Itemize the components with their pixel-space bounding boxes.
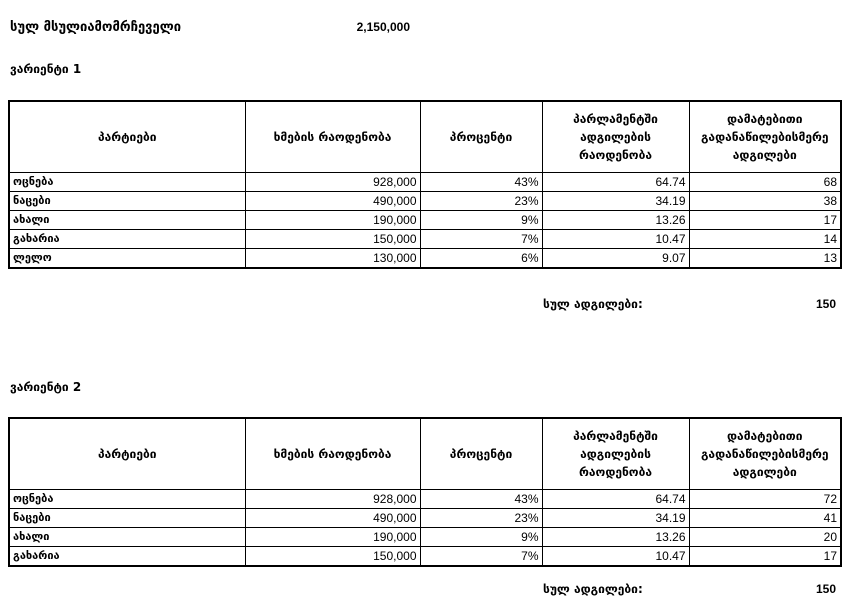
variant-2-total-seats-value: 150 <box>815 582 836 596</box>
header-percent[interactable]: პროცენტი <box>420 101 542 173</box>
cell-seats[interactable]: 34.19 <box>542 509 689 528</box>
cell-percent[interactable]: 9% <box>420 211 542 230</box>
cell-seats[interactable]: 34.19 <box>542 192 689 211</box>
table-row <box>9 211 841 230</box>
cell-additional[interactable]: 38 <box>689 192 841 211</box>
cell-percent[interactable]: 23% <box>420 509 542 528</box>
variant-1-table <box>8 100 842 269</box>
cell-party[interactable]: ახალი <box>9 528 245 547</box>
table-row <box>9 249 841 269</box>
cell-party[interactable]: ოცნება <box>9 490 245 509</box>
variant-1-total-seats-value: 150 <box>815 297 836 311</box>
table-row <box>9 490 841 509</box>
cell-votes[interactable]: 490,000 <box>245 509 420 528</box>
table-row <box>9 528 841 547</box>
variant-2-title: ვარიენტი 2 <box>10 380 82 394</box>
cell-additional[interactable]: 20 <box>689 528 841 547</box>
table-header-row <box>9 101 841 173</box>
cell-additional[interactable]: 13 <box>689 249 841 269</box>
cell-votes[interactable]: 130,000 <box>245 249 420 269</box>
header-percent[interactable]: პროცენტი <box>420 418 542 490</box>
header-votes[interactable]: ხმების რაოდენობა <box>245 418 420 490</box>
header-additional-seats[interactable]: დამატებითი გადანაწილებისმერე ადგილები <box>689 101 841 173</box>
cell-seats[interactable]: 64.74 <box>542 173 689 192</box>
cell-seats[interactable]: 13.26 <box>542 211 689 230</box>
cell-votes[interactable]: 190,000 <box>245 528 420 547</box>
table-row <box>9 192 841 211</box>
cell-percent[interactable]: 7% <box>420 547 542 567</box>
cell-party[interactable]: ლელო <box>9 249 245 269</box>
header-parliament-seats[interactable]: პარლამენტში ადგილების რაოდენობა <box>542 418 689 490</box>
cell-party[interactable]: გახარია <box>9 547 245 567</box>
table-row <box>9 547 841 567</box>
cell-votes[interactable]: 928,000 <box>245 490 420 509</box>
variant-1-total-seats-label: სულ ადგილები: <box>543 297 643 311</box>
variant-2-total-seats-label: სულ ადგილები: <box>543 582 643 596</box>
cell-additional[interactable]: 72 <box>689 490 841 509</box>
total-voters-value: 2,150,000 <box>356 20 410 34</box>
header-additional-seats[interactable]: დამატებითი გადანაწილებისმერე ადგილები <box>689 418 841 490</box>
header-parliament-seats[interactable]: პარლამენტში ადგილების რაოდენობა <box>542 101 689 173</box>
cell-percent[interactable]: 6% <box>420 249 542 269</box>
cell-party[interactable]: ნაცები <box>9 509 245 528</box>
cell-votes[interactable]: 490,000 <box>245 192 420 211</box>
cell-additional[interactable]: 17 <box>689 547 841 567</box>
cell-percent[interactable]: 43% <box>420 490 542 509</box>
cell-seats[interactable]: 64.74 <box>542 490 689 509</box>
cell-seats[interactable]: 13.26 <box>542 528 689 547</box>
cell-seats[interactable]: 10.47 <box>542 547 689 567</box>
table-row <box>9 230 841 249</box>
header-party[interactable]: პარტიები <box>9 101 245 173</box>
cell-seats[interactable]: 9.07 <box>542 249 689 269</box>
cell-party[interactable]: გახარია <box>9 230 245 249</box>
header-party[interactable]: პარტიები <box>9 418 245 490</box>
cell-additional[interactable]: 68 <box>689 173 841 192</box>
cell-votes[interactable]: 928,000 <box>245 173 420 192</box>
cell-votes[interactable]: 190,000 <box>245 211 420 230</box>
cell-party[interactable]: ახალი <box>9 211 245 230</box>
header-votes[interactable]: ხმების რაოდენობა <box>245 101 420 173</box>
cell-percent[interactable]: 43% <box>420 173 542 192</box>
variant-1-title: ვარიენტი 1 <box>10 62 82 76</box>
cell-party[interactable]: ოცნება <box>9 173 245 192</box>
table-row <box>9 509 841 528</box>
cell-additional[interactable]: 41 <box>689 509 841 528</box>
cell-additional[interactable]: 14 <box>689 230 841 249</box>
cell-seats[interactable]: 10.47 <box>542 230 689 249</box>
cell-votes[interactable]: 150,000 <box>245 547 420 567</box>
table-row <box>9 173 841 192</box>
total-voters-label: სულ მსულიამომრჩეველი <box>10 20 182 35</box>
table-header-row <box>9 418 841 490</box>
cell-additional[interactable]: 17 <box>689 211 841 230</box>
cell-percent[interactable]: 9% <box>420 528 542 547</box>
cell-percent[interactable]: 23% <box>420 192 542 211</box>
cell-party[interactable]: ნაცები <box>9 192 245 211</box>
variant-2-table <box>8 417 842 567</box>
cell-votes[interactable]: 150,000 <box>245 230 420 249</box>
cell-percent[interactable]: 7% <box>420 230 542 249</box>
